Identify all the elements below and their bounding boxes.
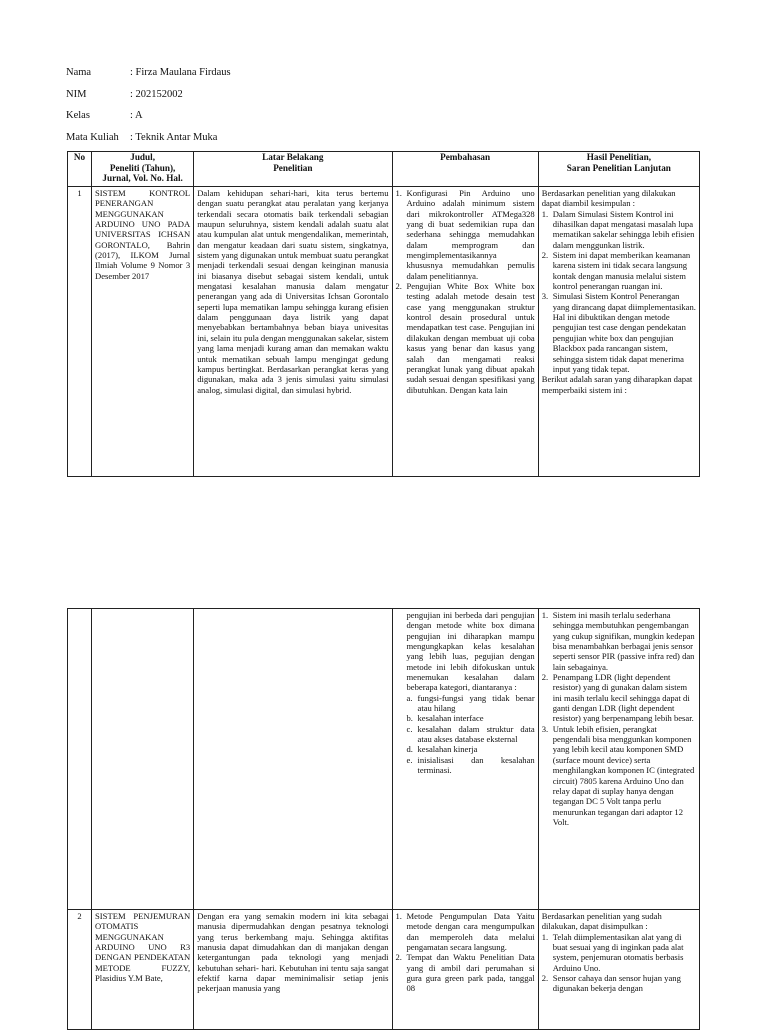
list-text: Pengujian White Box White box testing adalah metode desain test case yang menggunakan struktur kontrol desain prosedural untuk mendapatkan test case. Pengujian ini dilakukan dengan membuat uji coba kasus yang benar dan kasus yang salah dan mengamati reaksi perangkat lunak yang dibuat apakah sudah sesuai dengan spesifikasi yang dibutuhkan. Dengan kata lain — [406, 281, 535, 395]
list-item — [542, 610, 696, 672]
list-marker: d. — [406, 744, 413, 755]
info-row — [66, 84, 231, 106]
list-text: Sensor cahaya dan sensor hujan yang digunakan bekerja dengan — [552, 973, 681, 994]
list-text: Penampang LDR (light dependent resistor) yang di gunakan dalam sistem ini masih terlalu kecil sehingga dapat di ganti dengan LDR (light dependent resistor) yang berpenampang lebih besar. — [552, 672, 694, 724]
list-item — [396, 281, 535, 395]
list-item — [396, 744, 535, 754]
list-text: Sistem ini masih terlalu sederhana sehingga membutuhkan pengembangan yang cukup signifikan, mungkin kedepan bisa menambahkan berbagai jenis sensor seperti sensor PIR (passive infra red) dan lain sebagainya. — [552, 610, 695, 672]
header-line: Latar Belakang — [262, 152, 324, 162]
col-header-judul — [92, 152, 194, 187]
review-table-part1 — [67, 151, 700, 477]
student-info — [66, 62, 231, 148]
list-marker: 1. — [395, 911, 402, 921]
header-line: Hasil Penelitian, — [586, 152, 652, 162]
judul-cell — [92, 609, 194, 910]
col-header-no — [68, 152, 92, 187]
list-marker: 1. — [541, 610, 549, 620]
hasil-cell — [538, 609, 699, 910]
col-header-pembahasan — [392, 152, 538, 187]
list-marker: 2. — [395, 952, 402, 963]
list-item — [396, 724, 535, 745]
list-text: Telah diimplementasikan alat yang di buat sesuai yang di inginkan pada alat system, penjemuran otomatis berbasis Arduino Uno. — [552, 931, 684, 973]
info-value: : 202152002 — [130, 88, 183, 100]
list-text: Untuk lebih efisien, perangkat pengendali bisa menggunkan komponen yang lebih kecil atau komponen SMD (surface mount device) serta menghilangkan komponen IC (integrated circuit) 7805 karena Arduino Uno dan relay dapat di suplay hanya dengan tegangan DC 5 Volt tanpa perlu menurunkan tegangan dari adaptor 12 Volt. — [552, 723, 695, 827]
list-text: Simulasi Sistem Kontrol Penerangan yang dirancang dapat diimplementasikan. Hal ini dibuktikan dengan metode pengujian test case dengan pendekatan pengujian white box dan pengujian Blackbox pada rancangan sistem, sehingga sistem tidak dapat menerima input yang tidak tepat. — [552, 291, 696, 374]
header-line: Jurnal, Vol. No. Hal. — [102, 173, 183, 184]
list-item — [396, 693, 535, 714]
list-marker: 3. — [541, 291, 549, 302]
saran-intro: Berikut adalah saran yang diharapkan dapat memperbaiki sistem ini : — [541, 374, 693, 395]
info-label: Mata Kuliah — [66, 131, 119, 143]
list-marker: 2. — [395, 281, 402, 292]
header-line: Penelitian — [273, 162, 313, 173]
row-number: 1 — [68, 187, 92, 477]
review-table-part2 — [67, 608, 700, 910]
list-item — [542, 672, 696, 724]
list-text: Konfigurasi Pin Arduino uno Arduino adalah minimum sistem dari mikrokontroller ATMega328 yang di buat sedemikian rupa dan sederhana sehingga memudahkan dalam memprogram dan mengimplementasikannya khususnya memudahkan pemulis dalam penelitiannya. — [406, 188, 535, 281]
list-item — [396, 713, 535, 723]
col-header-hasil — [538, 152, 699, 187]
list-marker: b. — [406, 713, 413, 724]
list-marker: a. — [406, 692, 413, 703]
list-marker: 1. — [541, 931, 549, 942]
list-text: kesalahan kinerja — [417, 744, 478, 755]
list-text: kesalahan dalam struktur data atau akses database eksternal — [417, 723, 535, 745]
info-row — [66, 105, 231, 127]
table-row — [68, 187, 700, 477]
info-row — [66, 127, 231, 149]
list-marker: 3. — [541, 723, 549, 734]
header-line: No — [73, 152, 86, 162]
list-item — [542, 209, 696, 250]
header-line: Saran Penelitian Lanjutan — [566, 162, 671, 173]
review-table-part3 — [67, 909, 700, 1030]
latar-cell: Dalam kehidupan sehari-hari, kita terus bertemu dengan suatu perangkat atau peralatan yang kerjanya terkendali secara otomatis baik terkendali sebagian maupun seluruhnya, sistem kendali adalah suatu alat atau kumpulan alat untuk mengendalikan, memerintah, dan mengatur keadaan dari suatu sistem, singkatnya, sistem yang digunakan untuk membuat suatu perangkat menjadi terkendali sesuai dengan keinginan manusia ini biasanya disebut sebagai sistem kendali, untuk mengatasi kesalahan manusia dalam mengatur penerangan yang ada di Universitas Ichsan Gorontalo seperti lupa mematikan lampu sehingga kurang efisien dalam penggunaan daya listrik yang dapat menyebabkan bertambahnya beban biaya univesitas ini, selain itu pula dengan menggunakan sakelar, sistem yang lama menjadi kurang aman dan memakan waktu untuk mematikan sebuah lampu mengingat gedung kampus bertingkat. Berdasarkan perangkat keras yang digunakan, maka ada 3 jenis simulasi yaitu simulasi analog, simulasi digital, dan simulasi hybrid. — [194, 187, 392, 477]
header-line: Judul, — [130, 152, 155, 162]
list-item — [542, 932, 696, 973]
hasil-intro: Berdasarkan penelitian yang sudah dilakukan, dapat disimpulkan : — [541, 911, 662, 932]
list-text: Sistem ini dapat memberikan keamanan karena sistem ini tidak secara langsung kontak dengan manusia melalui sistem kontrol penerangan ruangan ini. — [552, 250, 691, 292]
list-item — [542, 973, 696, 994]
list-marker: 2. — [541, 250, 549, 261]
hasil-intro: Berdasarkan penelitian yang dilakukan dapat diambil kesimpulan : — [541, 188, 676, 209]
pembahasan-continued: pengujian ini berbeda dari pengujian dengan metode white box dimana pengujian ini diharapkan mampu mengungkapkan kelas kesalahan yang lebih luas, pegujian dengan metode ini lebih difokuskan untuk menemukan kesalahan dalam beberapa kategori, diantaranya : — [406, 610, 535, 693]
list-text: Metode Pengumpulan Data Yaitu metode dengan cara mengumpulkan dan memperoleh data melalui pengamatan secara langsung. — [406, 911, 535, 953]
list-item — [542, 250, 696, 291]
list-text: kesalahan interface — [417, 713, 484, 724]
info-value: : Firza Maulana Firdaus — [130, 67, 231, 78]
table-row — [68, 609, 700, 910]
pembahasan-cell — [392, 910, 538, 1030]
row-number — [68, 609, 92, 910]
info-label: NIM — [66, 88, 87, 100]
info-value: : A — [130, 110, 143, 121]
list-marker: e. — [406, 754, 413, 765]
table-row — [68, 910, 700, 1030]
list-marker: 1. — [395, 188, 402, 198]
latar-cell — [194, 609, 392, 910]
latar-cell: Dengan era yang semakin modern ini kita sebagai manusia dipermudahkan dengan pesatnya teknologi yang terus berkembang maju. Sehingga aktifitas manusia dapat dimudahkan dan di manjakan dengan ketergantungan pada teknologi yang menjadi kebutuhan sehari- hari. Kebutuhan ini tentu saja sangat efektif karna dapar meminimalisir setiap jenis pekerjaan manusia yang — [194, 910, 392, 1030]
judul-cell: SISTEM PENJEMURAN OTOMATIS MENGGUNAKAN ARDUINO UNO R3 DENGAN PENDEKATAN METODE FUZZY, Plasidius Y.M Bate, — [92, 910, 194, 1030]
info-value: : Teknik Antar Muka — [130, 131, 218, 143]
list-item — [396, 911, 535, 952]
list-marker: 2. — [541, 672, 549, 683]
col-header-latar — [194, 152, 392, 187]
list-item — [396, 188, 535, 281]
list-item — [542, 724, 696, 827]
list-text: fungsi-fungsi yang tidak benar atau hilang — [417, 692, 535, 714]
list-text: Dalam Simulasi Sistem Kontrol ini dihasilkan dapat mengatasi masalah lupa mematikan sakelar sehingga lebih efisien dalam menggunkan listrik. — [552, 208, 695, 250]
table-header-row — [68, 152, 700, 187]
info-label: Nama — [66, 67, 92, 78]
judul-cell: SISTEM KONTROL PENERANGAN MENGGUNAKAN ARDUINO UNO PADA UNIVERSITAS ICHSAN GORONTALO, Bahrin (2017), ILKOM Jurnal Ilmiah Volume 9 Nomor 3 Desember 2017 — [92, 187, 194, 477]
list-marker: c. — [406, 723, 413, 734]
list-item — [396, 755, 535, 776]
list-text: inisialisasi dan kesalahan terminasi. — [417, 754, 535, 776]
pembahasan-cell — [392, 187, 538, 477]
row-number: 2 — [68, 910, 92, 1030]
list-marker: 2. — [541, 973, 549, 984]
list-item — [396, 952, 535, 993]
list-text: Tempat dan Waktu Penelitian Data yang di ambil dari perumahan si gura gura green park pada, tanggal 08 — [406, 952, 535, 994]
header-line: Pembahasan — [440, 152, 491, 162]
header-line: Peneliti (Tahun), — [109, 162, 176, 173]
list-item — [542, 291, 696, 374]
list-marker: 1. — [541, 208, 549, 219]
hasil-cell — [538, 187, 699, 477]
pembahasan-cell — [392, 609, 538, 910]
info-label: Kelas — [66, 110, 90, 121]
info-row — [66, 62, 231, 84]
hasil-cell — [538, 910, 699, 1030]
